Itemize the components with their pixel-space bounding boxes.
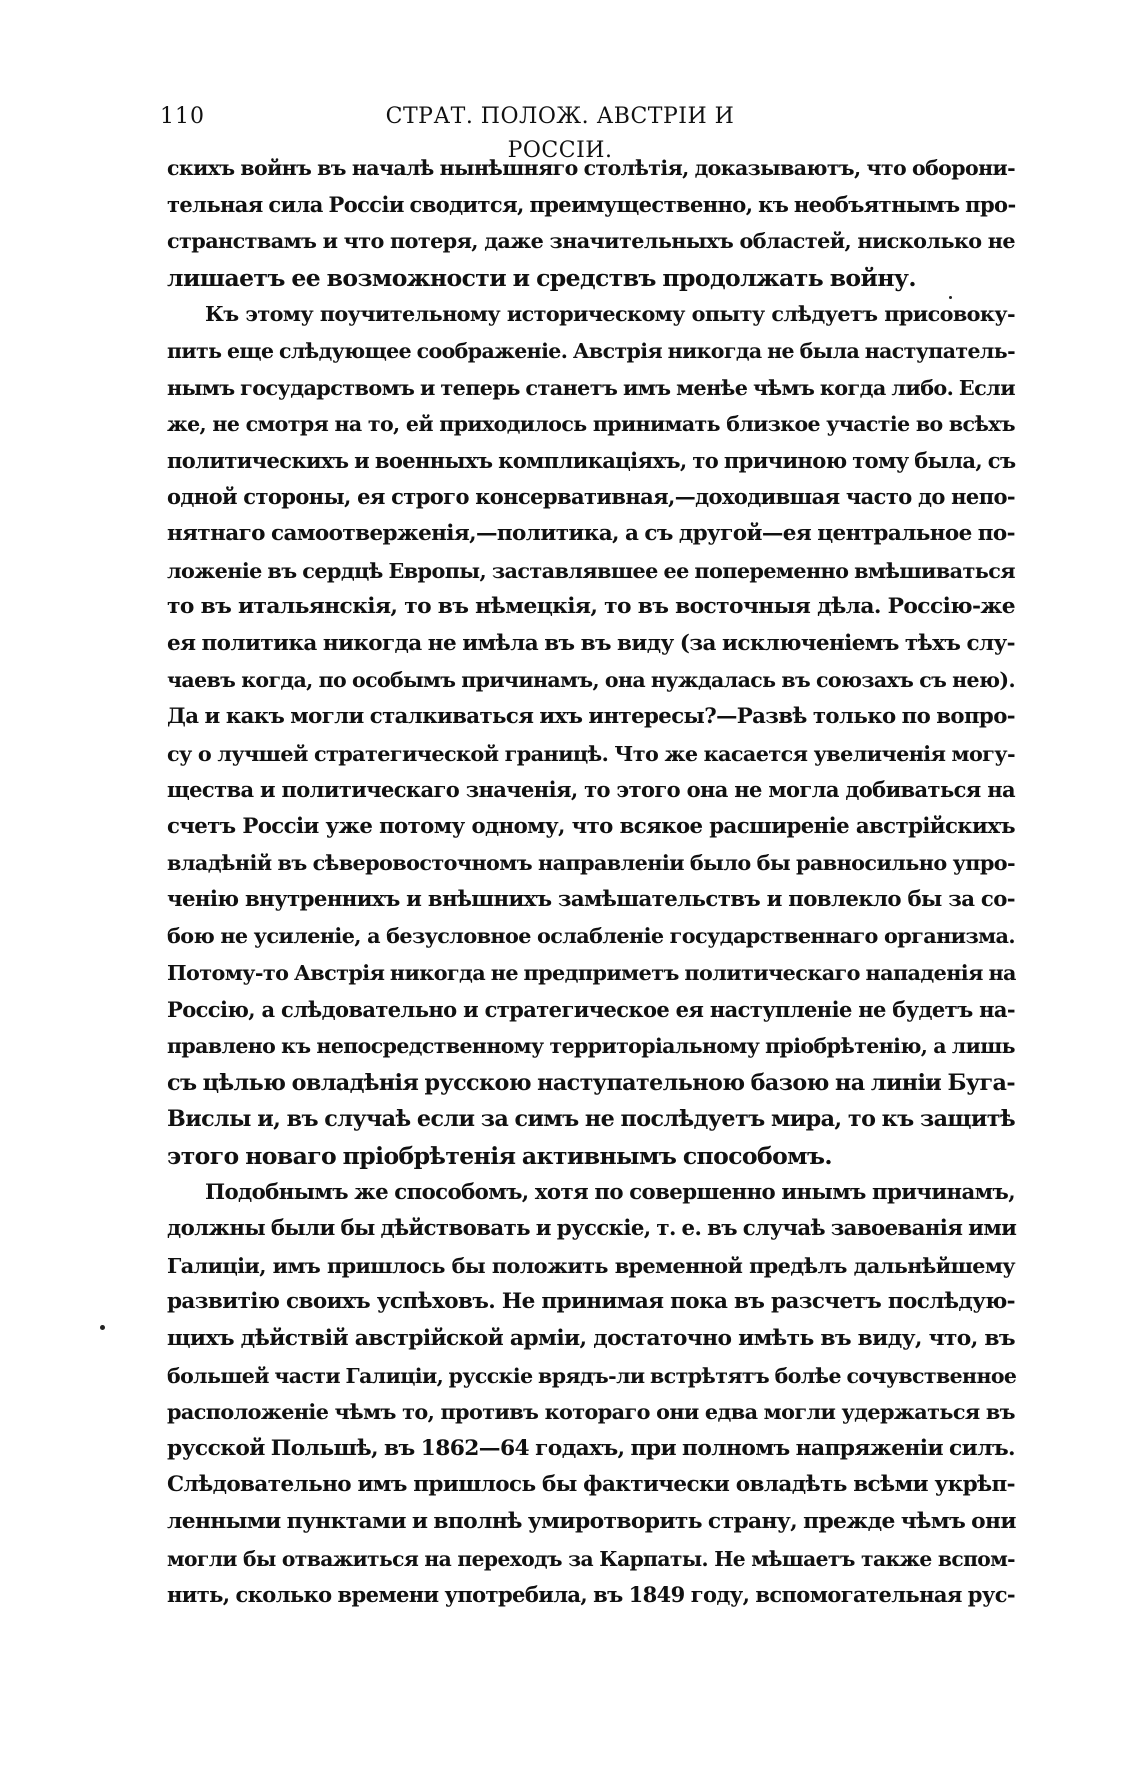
text-line: Слѣдовательно имъ пришлось бы фактически овладѣть всѣми укрѣп- (167, 1472, 1015, 1498)
text-line: расположеніе чѣмъ то, противъ котораго они едва могли удержаться въ (167, 1400, 1015, 1425)
text-line: Россію, а слѣдовательно и стратегическое ея наступленіе не будетъ на- (167, 996, 1015, 1022)
text-line: же, не смотря на то, ей приходилось принимать близкое участіе во всѣхъ (167, 412, 1015, 437)
text-line: Вислы и, въ случаѣ если за симъ не послѣдуетъ мира, то къ защитѣ (167, 1106, 1015, 1133)
text-line: могли бы отважиться на переходъ за Карпаты. Не мѣшаетъ также вспом- (167, 1546, 1015, 1571)
text-line: ложеніе въ сердцѣ Европы, заставлявшее ее попеременно вмѣшиваться (167, 558, 1015, 583)
text-line: владѣній въ сѣверовосточномъ направленіи было бы равносильно упро- (167, 851, 1015, 876)
text-line: Къ этому поучительному историческому опыту слѣдуетъ присовоку- (205, 302, 1015, 327)
text-line: ченію внутреннихъ и внѣшнихъ замѣшательствъ и повлекло бы за со- (167, 886, 1015, 912)
text-line: ленными пунктами и вполнѣ умиротворить страну, прежде чѣмъ они (167, 1508, 1016, 1534)
text-line: то въ итальянскія, то въ нѣмецкія, то въ восточныя дѣла. Россію-же (167, 594, 1015, 620)
text-line: развитію своихъ успѣховъ. Не принимая пока въ разсчетъ послѣдую- (167, 1289, 1015, 1315)
text-line: Да и какъ могли сталкиваться ихъ интересы?—Развѣ только по вопро- (167, 703, 1015, 729)
text-line: ея политика никогда не имѣла въ въ виду (за исключеніемъ тѣхъ слу- (167, 630, 1015, 656)
text-line: этого новаго пріобрѣтенія активнымъ способомъ. (167, 1142, 832, 1171)
running-head: СТРАТ. ПОЛОЖ. АВСТРІИ И РОССІИ. (385, 104, 735, 163)
text-line: скихъ войнъ въ началѣ нынѣшняго столѣтія, доказываютъ, что оборони- (167, 156, 1015, 180)
ink-speck (949, 296, 952, 299)
text-line: одной стороны, ея строго консервативная,—доходившая часто до непо- (167, 484, 1015, 510)
text-line: тельная сила Россіи сводится, преимущественно, къ необъятнымъ про- (167, 191, 1016, 217)
ink-speck (100, 1325, 105, 1330)
text-line: большей части Галиціи, русскіе врядъ-ли встрѣтятъ болѣе сочувственное (167, 1363, 1017, 1388)
text-line: странствамъ и что потеря, даже значительныхъ областей, нисколько не (167, 229, 1015, 254)
text-line: чаевъ когда, по особымъ причинамъ, она нуждалась въ союзахъ съ нею). (167, 668, 1015, 693)
text-line: Галиціи, имъ пришлось бы положить временной предѣлъ дальнѣйшему (167, 1253, 1015, 1278)
text-line: лишаетъ ее возможности и средствъ продолжать войну. (167, 263, 916, 292)
text-line: нятнаго самоотверженія,—политика, а съ другой—ея центральное по- (167, 520, 1015, 546)
text-line: правлено къ непосредственному территоріальному пріобрѣтенію, а лишь (167, 1034, 1015, 1059)
text-line: счетъ Россіи уже потому одному, что всякое расширеніе австрійскихъ (167, 813, 1015, 839)
text-line: съ цѣлью овладѣнія русскою наступательною базою на линіи Буга- (167, 1069, 1015, 1096)
text-line: су о лучшей стратегической границѣ. Что же касается увеличенія могу- (167, 741, 1015, 766)
body-text (167, 150, 1015, 1614)
page-header (160, 100, 1010, 163)
text-line: русской Польшѣ, въ 1862—64 годахъ, при полномъ напряженіи силъ. (167, 1435, 1015, 1461)
text-line: нить, сколько времени употребила, въ 1849 году, вспомогательная рус- (167, 1582, 1015, 1608)
text-line: пить еще слѣдующее соображеніе. Австрія никогда не была наступатель- (167, 338, 1015, 363)
text-line: бою не усиленіе, а безусловное ослабленіе государственнаго организма. (167, 924, 1015, 949)
text-line: Подобнымъ же способомъ, хотя по совершенно инымъ причинамъ, (205, 1179, 1015, 1205)
text-line: щества и политическаго значенія, то этого она не могла добиваться на (167, 777, 1015, 803)
text-line: щихъ дѣйствій австрійской арміи, достаточно имѣть въ виду, что, въ (167, 1326, 1015, 1351)
page-number: 110 (160, 104, 205, 129)
text-line: нымъ государствомъ и теперь станетъ имъ менѣе чѣмъ когда либо. Если (167, 375, 1015, 400)
text-line: должны были бы дѣйствовать и русскіе, т. е. въ случаѣ завоеванія ими (167, 1216, 1017, 1242)
text-line: Потому-то Австрія никогда не предприметъ политическаго нападенія на (167, 961, 1016, 986)
text-line: политическихъ и военныхъ компликаціяхъ, то причиною тому была, съ (167, 447, 1016, 473)
